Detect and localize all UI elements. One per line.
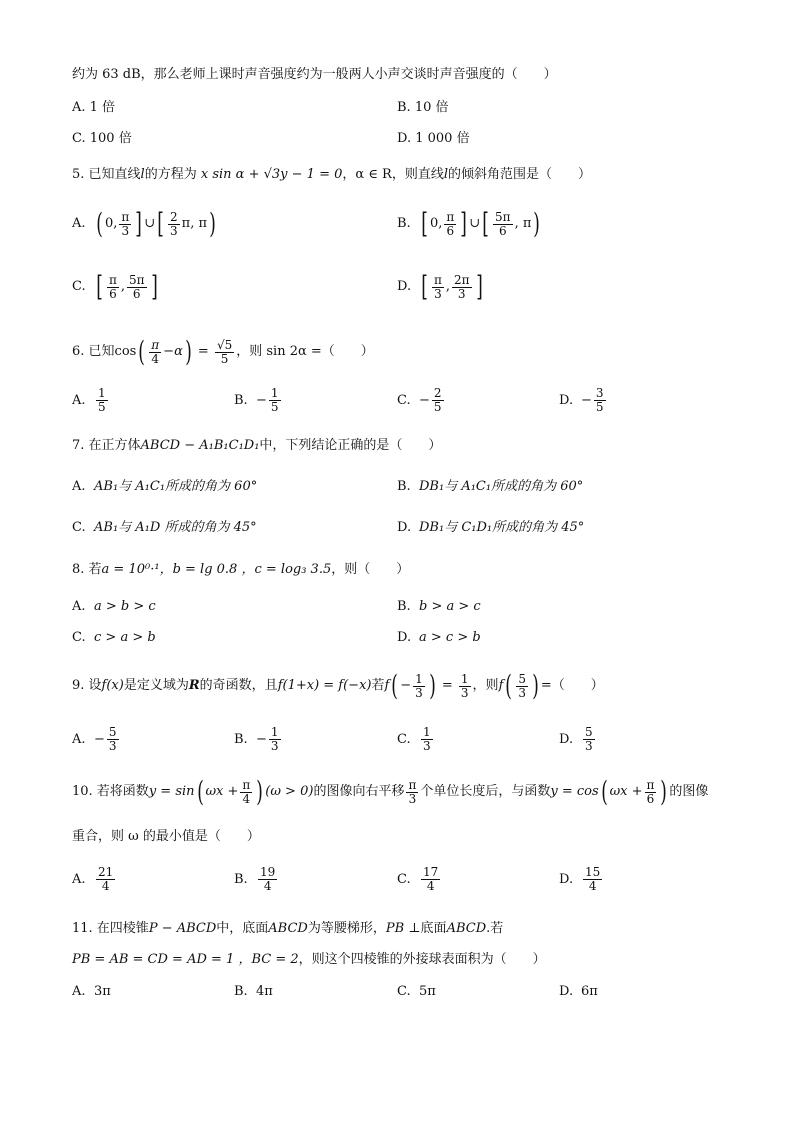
q6-option-b[interactable]: B. − $\frac{1}{5}$ [234, 386, 279, 414]
q5-option-d[interactable]: D. [ $\frac{\pi}{3}$ , $\frac{2\pi}{3}$ ] [397, 270, 483, 303]
q7-option-c[interactable]: C. AB₁与 A₁D 所成的角为 45° [72, 520, 257, 535]
q10-option-b[interactable]: B. $\frac{19}{4}$ [234, 865, 276, 893]
q4-stem-tail: 约为 63 dB，那么老师上课时声音强度约为一般两人小声交谈时声音强度的（ ） [72, 67, 557, 82]
q5-stem: 5. 已知直线l的方程为 x sin α + √3y − 1 = 0，α ∈ R，则直线l的倾斜角范围是（ ） [72, 167, 592, 182]
q8-option-a[interactable]: A. a > b > c [72, 599, 156, 614]
q8-option-c[interactable]: C. c > a > b [72, 630, 156, 645]
q4-option-b[interactable]: B. 10 倍 [397, 100, 449, 115]
q5-option-a[interactable]: A. ( 0 , $\frac{\pi}{3}$ ] ∪ [ $\frac{2}{3}$ π, π ) [72, 207, 216, 240]
q11-option-d[interactable]: D. 6π [559, 984, 598, 999]
q8-stem: 8. 若a = 10⁰·¹，b = lg 0.8 ，c = log₃ 3.5，则（ ） [72, 562, 410, 577]
q7-option-b[interactable]: B. DB₁与 A₁C₁所成的角为 60° [397, 479, 584, 494]
q9-option-a[interactable]: A. − $\frac{5}{3}$ [72, 725, 117, 753]
q6-option-a[interactable]: A. $\frac{1}{5}$ [72, 386, 106, 414]
q6-option-c[interactable]: C. − $\frac{2}{5}$ [397, 386, 442, 414]
q10-option-c[interactable]: C. $\frac{17}{4}$ [397, 865, 439, 893]
q11-stem-line2: PB = AB = CD = AD = 1 ，BC = 2，则这个四棱锥的外接球表面积为（ ） [72, 952, 546, 967]
q10-option-a[interactable]: A. $\frac{21}{4}$ [72, 865, 114, 893]
q5-option-b[interactable]: B. [ 0 , $\frac{\pi}{6}$ ] ∪ [ $\frac{5\pi}{6}$ , π ) [397, 207, 541, 240]
q6-option-d[interactable]: D. − $\frac{3}{5}$ [559, 386, 604, 414]
q7-option-a[interactable]: A. AB₁与 A₁C₁所成的角为 60° [72, 479, 258, 494]
q5-option-c[interactable]: C. [ $\frac{\pi}{6}$ , $\frac{5\pi}{6}$ ] [72, 270, 158, 303]
q10-stem-line2: 重合，则 ω 的最小值是（ ） [72, 829, 260, 844]
q10-stem: 10. 若将函数 y = sin ( ωx + $\frac{\pi}{4}$ ) (ω > 0) 的图像向右平移 $\frac{\pi}{3}$ 个单位长度后，与函数 y = cos ( ωx + $\frac{\pi}{6}$ ) 的图像 [72, 775, 709, 808]
q9-option-c[interactable]: C. $\frac{1}{3}$ [397, 725, 431, 753]
q6-stem: 6. 已知 cos ( $\frac{\pi}{4}$ − α ) = $\frac{√5}{5}$ ，则 sin 2α =（ ） [72, 335, 374, 368]
q4-option-d[interactable]: D. 1 000 倍 [397, 131, 470, 146]
q8-option-d[interactable]: D. a > c > b [397, 630, 481, 645]
q4-option-a[interactable]: A. 1 倍 [72, 100, 116, 115]
q8-option-b[interactable]: B. b > a > c [397, 599, 481, 614]
q7-option-d[interactable]: D. DB₁与 C₁D₁所成的角为 45° [397, 520, 585, 535]
q5-equation: x sin α + √3y − 1 = 0 [200, 167, 343, 182]
q4-option-c[interactable]: C. 100 倍 [72, 131, 132, 146]
q9-option-b[interactable]: B. − $\frac{1}{3}$ [234, 725, 279, 753]
q9-stem: 9. 设 f(x) 是定义域为 R 的奇函数，且 f(1+x) = f(−x) 若 f ( − $\frac{1}{3}$ ) = $\frac{1}{3}$ ，则 f ( $\frac{5}{3}$ ) =（ ） [72, 669, 604, 702]
q7-stem: 7. 在正方体ABCD − A₁B₁C₁D₁中，下列结论正确的是（ ） [72, 438, 442, 453]
q11-option-a[interactable]: A. 3π [72, 984, 111, 999]
q9-option-d[interactable]: D. $\frac{5}{3}$ [559, 725, 593, 753]
q11-option-b[interactable]: B. 4π [234, 984, 273, 999]
q11-stem: 11. 在四棱锥P − ABCD中，底面ABCD为等腰梯形，PB ⊥底面ABCD.若 [72, 921, 504, 936]
q10-option-d[interactable]: D. $\frac{15}{4}$ [559, 865, 601, 893]
q11-option-c[interactable]: C. 5π [397, 984, 436, 999]
